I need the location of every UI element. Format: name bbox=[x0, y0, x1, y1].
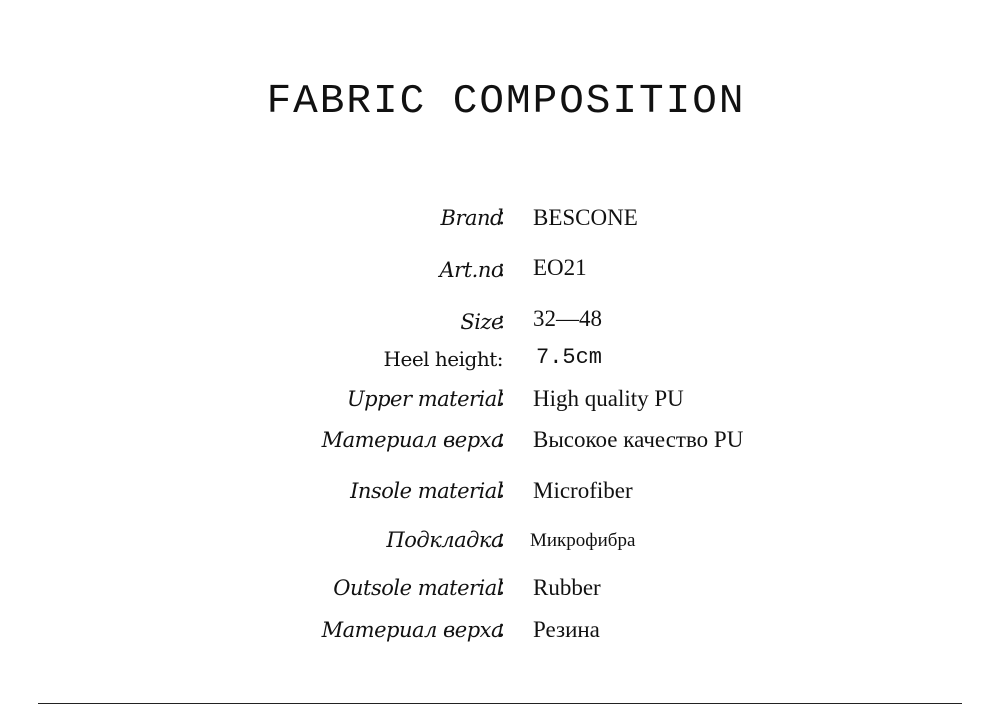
spec-colon: ： bbox=[496, 525, 520, 553]
spec-value-brand: BESCONE bbox=[533, 205, 638, 230]
spec-colon: ： bbox=[496, 476, 520, 504]
spec-colon: ： bbox=[496, 203, 520, 231]
spec-value-upper-material-ru: Высокое качество PU bbox=[533, 427, 744, 452]
spec-value-insole-material: Microfiber bbox=[533, 478, 633, 503]
spec-label-outsole-material-ru: Материал верха bbox=[321, 618, 503, 642]
spec-label-outsole-material: Outsole material bbox=[333, 576, 503, 600]
spec-colon: ： bbox=[496, 425, 520, 453]
spec-value-size: 32—48 bbox=[533, 306, 602, 331]
spec-value-upper-material: High quality PU bbox=[533, 386, 684, 411]
spec-colon: ： bbox=[496, 573, 520, 601]
spec-value-heel-height: 7.5cm bbox=[536, 345, 603, 370]
spec-label-lining: Подкладка bbox=[386, 528, 503, 552]
bottom-divider bbox=[38, 703, 962, 704]
spec-label-heel-height: Heel height: bbox=[383, 347, 503, 371]
spec-value-art-no: EO21 bbox=[533, 255, 587, 280]
spec-label-brand: Brand bbox=[440, 206, 503, 230]
spec-label-upper-material: Upper material bbox=[346, 387, 503, 411]
spec-label-insole-material: Insole material bbox=[350, 479, 503, 503]
spec-colon: ： bbox=[496, 307, 520, 335]
spec-label-size: Size bbox=[460, 310, 503, 334]
page-title: FABRIC COMPOSITION bbox=[266, 79, 746, 125]
spec-value-outsole-material-ru: Резина bbox=[533, 617, 600, 642]
spec-colon: ： bbox=[496, 255, 520, 283]
spec-label-upper-material-ru: Материал верха bbox=[321, 428, 503, 452]
spec-label-art-no: Art.no bbox=[439, 258, 503, 282]
spec-colon: ： bbox=[496, 615, 520, 643]
spec-colon: ： bbox=[496, 384, 520, 412]
spec-value-outsole-material: Rubber bbox=[533, 575, 601, 600]
spec-value-lining: Микрофибра bbox=[530, 530, 636, 551]
